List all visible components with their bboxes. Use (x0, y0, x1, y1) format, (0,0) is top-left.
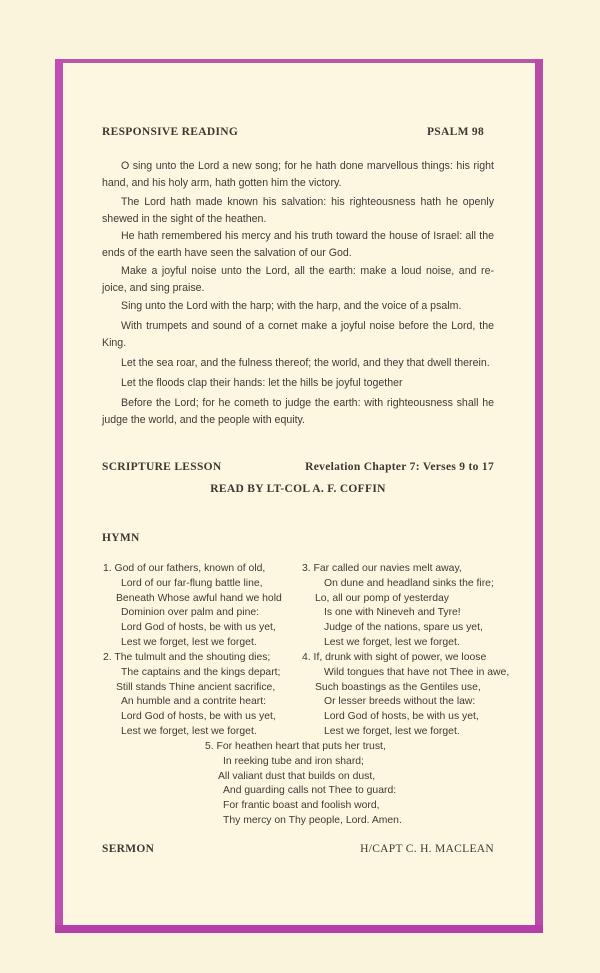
verse-line: Dominion over palm and pine: (121, 607, 260, 619)
verse-line: 5. For heathen heart that puts her trust, (205, 741, 386, 752)
verse-line: Lest we forget, lest we forget. (324, 725, 460, 737)
hymn-verse-1 (103, 562, 282, 651)
verse-line: Is one with Nineveh and Tyre! (324, 607, 461, 619)
reading-paragraph: With trumpets and sound of a cornet make a joyful noise before the Lord, the King. (102, 320, 494, 349)
verse-line: Or lesser breeds without the law: (324, 696, 476, 708)
verse-line: For frantic boast and foolish word, (223, 800, 380, 812)
verse-line: 1. God of our fathers, known of old, (103, 563, 266, 574)
verse-line: And guarding calls not Thee to guard: (223, 785, 397, 797)
reading-paragraph: The Lord hath made known his salvation: his righteousness hath he openly shewed in the sight of the heathen. (102, 196, 494, 225)
reading-paragraph: Let the floods clap their hands: let the hills be joyful together (121, 377, 403, 389)
verse-line: Lest we forget, lest we forget. (121, 636, 257, 648)
sermon-preacher: H/CAPT C. H. MACLEAN (360, 843, 494, 855)
sermon-heading (102, 843, 494, 855)
scripture-reader: READ BY LT-COL A. F. COFFIN (210, 483, 386, 495)
hymn-verse-4 (302, 651, 509, 740)
verse-line: Lord God of hosts, be with us yet, (121, 711, 276, 723)
verse-line: Lest we forget, lest we forget. (121, 725, 257, 737)
verse-line: An humble and a contrite heart: (121, 696, 266, 708)
responsive-reading-title: RESPONSIVE READING (102, 126, 239, 138)
verse-line: Beneath Whose awful hand we hold (116, 592, 282, 604)
reading-paragraph: Make a joyful noise unto the Lord, all the earth: make a loud noise, and re-joice, and sing praise. (102, 265, 494, 294)
page-border-left (55, 59, 63, 933)
verse-line: Lo, all our pomp of yesterday (315, 592, 449, 604)
reading-paragraph: Sing unto the Lord with the harp; with the harp, and the voice of a psalm. (121, 300, 462, 312)
page-border-bottom (55, 925, 543, 933)
verse-line: Lord God of hosts, be with us yet, (324, 711, 479, 723)
verse-line: Judge of the nations, spare us yet, (324, 622, 483, 634)
verse-line: Still stands Thine ancient sacrifice, (116, 681, 276, 693)
reading-paragraph: Before the Lord; for he cometh to judge the earth: with righteousness shall he judge the world, and the people with equity. (102, 397, 494, 426)
verse-line: All valiant dust that builds on dust, (218, 770, 376, 782)
verse-line: Thy mercy on Thy people, Lord. Amen. (223, 814, 402, 826)
hymn-verse-5 (205, 740, 402, 829)
verse-line: Such boastings as the Gentiles use, (315, 681, 481, 693)
page-border-right (535, 59, 543, 933)
reading-paragraph: Let the sea roar, and the fulness thereof; the world, and they that dwell therein. (121, 357, 490, 369)
sermon-title: SERMON (102, 843, 155, 855)
psalm-number: PSALM 98 (426, 126, 484, 138)
verse-line: The captains and the kings depart; (121, 666, 281, 678)
responsive-reading-heading (102, 126, 494, 138)
verse-line: 3. Far called our navies melt away, (302, 563, 462, 574)
verse-line: Lord God of hosts, be with us yet, (121, 622, 276, 634)
verse-line: Lest we forget, lest we forget. (324, 636, 460, 648)
scripture-lesson-title: SCRIPTURE LESSON (102, 461, 222, 473)
hymn-title: HYMN (102, 532, 140, 544)
reading-paragraph: O sing unto the Lord a new song; for he hath done marvellous things: his right hand, and his holy arm, hath gotten him the victory. (102, 160, 494, 189)
verse-line: Lord of our far-flung battle line, (121, 577, 263, 589)
verse-line: 4. If, drunk with sight of power, we loose (302, 652, 487, 663)
hymn-verse-2 (103, 651, 280, 740)
verse-line: Wild tongues that have not Thee in awe, (324, 666, 510, 678)
verse-line: 2. The tulmult and the shouting dies; (103, 652, 271, 663)
hymn-verse-3 (302, 562, 494, 651)
scripture-reference: Revelation Chapter 7: Verses 9 to 17 (305, 461, 494, 473)
reading-paragraph: He hath remembered his mercy and his truth toward the house of Israel: all the ends of the earth have seen the salvation of our God. (102, 230, 494, 259)
verse-line: In reeking tube and iron shard; (223, 755, 364, 767)
scripture-lesson-heading (102, 461, 494, 473)
verse-line: On dune and headland sinks the fire; (324, 577, 494, 589)
hymn-heading (102, 532, 494, 544)
